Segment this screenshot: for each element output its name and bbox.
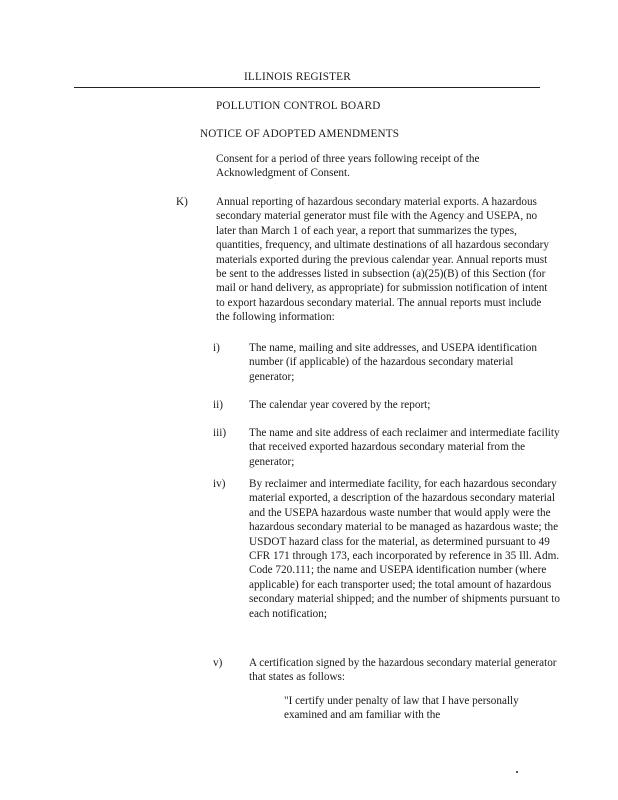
section-k-marker: K): [176, 196, 188, 208]
item-number: i): [213, 342, 220, 354]
item-number: ii): [213, 399, 223, 411]
item-number: iv): [213, 478, 226, 490]
certification-quote: "I certify under penalty of law that I have personally examined and am familiar with the: [284, 695, 519, 722]
register-title: ILLINOIS REGISTER: [244, 71, 351, 83]
item-text: By reclaimer and intermediate facility, for each hazardous secondary material exported, a description of the hazardous secondary material and the USEPA hazardous waste number that would apply were the hazardous secondary material to be managed as hazardous waste; the USDOT hazard class for the material, as determined pursuant to 49 CFR 171 through 173, each incorporated by reference in 35 Ill. Adm. Code 720.111; the name and USEPA identification number (where applicable) for each transporter used; the total amount of hazardous secondary material shipped; and the number of shipments pursuant to each notification;: [249, 478, 560, 620]
scan-speck: [516, 771, 518, 773]
board-name: POLLUTION CONTROL BOARD: [216, 100, 381, 112]
notice-title: NOTICE OF ADOPTED AMENDMENTS: [200, 128, 400, 140]
item-text: A certification signed by the hazardous secondary material generator that states as follows:: [249, 657, 557, 684]
item-text: The name and site address of each reclaimer and intermediate facility that received exported hazardous secondary material from the generator;: [249, 427, 560, 468]
intro-paragraph: Consent for a period of three years following receipt of the Acknowledgment of Consent.: [216, 153, 480, 180]
item-number: iii): [213, 427, 227, 439]
item-number: v): [213, 657, 223, 669]
header-rule: [74, 87, 540, 88]
item-text: The name, mailing and site addresses, and USEPA identification number (if applicable) of the hazardous secondary material generator;: [249, 342, 537, 383]
section-k-text: Annual reporting of hazardous secondary material exports. A hazardous secondary material generator must file with the Agency and USEPA, no later than March 1 of each year, a report that summarizes the types, quantities, frequency, and ultimate destinations of all hazardous secondary materials exported during the previous calendar year. Annual reports must be sent to the addresses listed in subsection (a)(25)(B) of this Section (for mail or hand delivery, as appropriate) for submission notification of intent to export hazardous secondary material. The annual reports must include the following information:: [216, 196, 549, 324]
item-text: The calendar year covered by the report;: [249, 399, 431, 411]
